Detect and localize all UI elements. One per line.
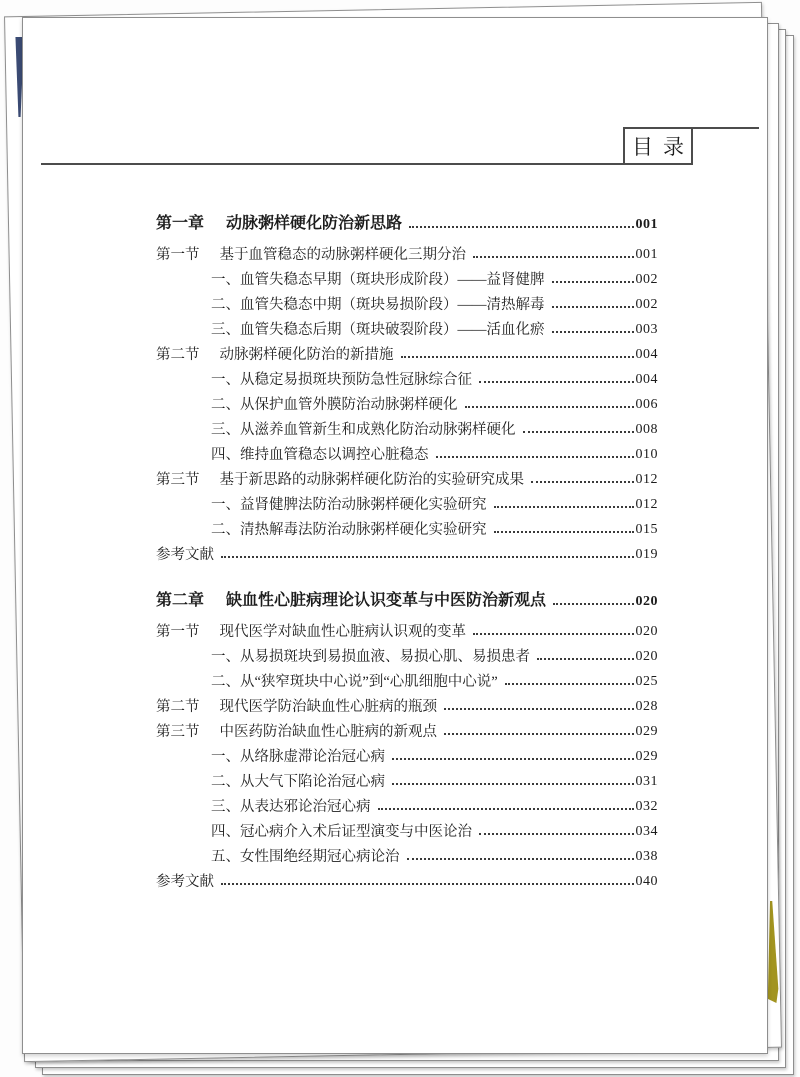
- toc-row-item: [156, 739, 658, 764]
- toc-entry-label: 第二章: [156, 592, 205, 609]
- toc-entry-title: 一、从易损斑块到易损血液、易损心肌、易损患者: [211, 648, 530, 665]
- toc-row-item: [156, 814, 658, 839]
- dot-leader: [494, 506, 634, 508]
- toc-entry-title: 二、从大气下陷论治冠心病: [211, 773, 385, 790]
- toc-chapter-block: [156, 205, 658, 562]
- toc-page-number: 012: [635, 497, 658, 512]
- toc-entry-title: 四、维持血管稳态以调控心脏稳态: [211, 446, 429, 463]
- toc-page-number: 012: [635, 472, 658, 487]
- toc-entry-label: 第一章: [156, 215, 205, 232]
- dot-leader: [392, 783, 634, 785]
- toc-page-number: 034: [635, 824, 658, 839]
- toc-page-number: 020: [635, 624, 658, 639]
- toc-entry-title: 二、从“狭窄斑块中心说”到“心肌细胞中心说”: [211, 673, 498, 690]
- header-rule-right: [693, 127, 759, 129]
- toc-entry-title: 缺血性心脏病理论认识变革与中医防治新观点: [226, 592, 547, 609]
- dot-leader: [479, 833, 634, 835]
- dot-leader: [553, 603, 633, 605]
- toc-page-number: 029: [635, 749, 658, 764]
- toc-entry-title: 现代医学对缺血性心脏病认识观的变革: [219, 623, 466, 640]
- toc-page-number: 010: [635, 447, 658, 462]
- toc-row-item: [156, 387, 658, 412]
- dot-leader: [473, 633, 634, 635]
- toc-title-box: [623, 127, 693, 165]
- toc-page-number: 002: [635, 272, 658, 287]
- dot-leader: [221, 883, 634, 885]
- toc-row-item: [156, 262, 658, 287]
- toc-row-section: [156, 614, 658, 639]
- toc-chapter-block: [156, 582, 658, 889]
- toc-page-number: 019: [635, 547, 658, 562]
- toc-entry-title: 动脉粥样硬化防治新思路: [226, 215, 403, 232]
- toc-row-section: [156, 337, 658, 362]
- dot-leader: [221, 556, 634, 558]
- toc-row-chapter: [156, 205, 658, 232]
- toc-entry-title: 二、清热解毒法防治动脉粥样硬化实验研究: [211, 521, 487, 538]
- toc-page-number: 001: [635, 217, 658, 232]
- dot-leader: [401, 356, 634, 358]
- toc-entry-title: 五、女性围绝经期冠心病论治: [211, 848, 400, 865]
- toc-row-section: [156, 714, 658, 739]
- toc-entry-title: 三、血管失稳态后期（斑块破裂阶段）——活血化瘀: [211, 321, 545, 338]
- dot-leader: [409, 226, 633, 228]
- toc-entry-title: 三、从表达邪论治冠心病: [211, 798, 371, 815]
- toc-page-number: 020: [635, 594, 658, 609]
- toc-entry-title: 基于新思路的动脉粥样硬化防治的实验研究成果: [219, 471, 524, 488]
- toc-page-number: 032: [635, 799, 658, 814]
- toc-row-ref: [156, 537, 658, 562]
- toc-page-number: 001: [635, 247, 658, 262]
- toc-page-number: 004: [635, 347, 658, 362]
- dot-leader: [407, 858, 634, 860]
- toc-row-item: [156, 437, 658, 462]
- toc-entry-title: 二、血管失稳态中期（斑块易损阶段）——清热解毒: [211, 296, 545, 313]
- dot-leader: [436, 456, 634, 458]
- dot-leader: [378, 808, 634, 810]
- toc-entry-label: 第二节: [156, 698, 200, 715]
- header-rule-left: [41, 163, 623, 165]
- dot-leader: [523, 431, 634, 433]
- toc-page-number: 040: [635, 874, 658, 889]
- toc-entry-title: 参考文献: [156, 873, 214, 890]
- dot-leader: [552, 306, 634, 308]
- toc-entry-title: 现代医学防治缺血性心脏病的瓶颈: [219, 698, 437, 715]
- toc-row-item: [156, 639, 658, 664]
- toc-row-item: [156, 764, 658, 789]
- toc-row-item: [156, 789, 658, 814]
- toc-page-number: 008: [635, 422, 658, 437]
- toc-entry-label: 第三节: [156, 723, 200, 740]
- dot-leader: [552, 331, 634, 333]
- toc-entry-title: 一、益肾健脾法防治动脉粥样硬化实验研究: [211, 496, 487, 513]
- toc-page-number: 025: [635, 674, 658, 689]
- dot-leader: [531, 481, 634, 483]
- dot-leader: [465, 406, 634, 408]
- toc-row-item: [156, 512, 658, 537]
- toc-page-number: 006: [635, 397, 658, 412]
- toc-entry-title: 一、血管失稳态早期（斑块形成阶段）——益肾健脾: [211, 271, 545, 288]
- dot-leader: [505, 683, 634, 685]
- toc-row-ref: [156, 864, 658, 889]
- toc-page-number: 002: [635, 297, 658, 312]
- toc-entry-label: 第二节: [156, 346, 200, 363]
- toc-entry-title: 中医药防治缺血性心脏病的新观点: [219, 723, 437, 740]
- toc-row-chapter: [156, 582, 658, 609]
- toc-page-number: 028: [635, 699, 658, 714]
- toc-row-section: [156, 237, 658, 262]
- toc-entry-title: 参考文献: [156, 546, 214, 563]
- dot-leader: [392, 758, 634, 760]
- toc-page-number: 031: [635, 774, 658, 789]
- toc-entry-title: 动脉粥样硬化防治的新措施: [219, 346, 394, 363]
- page-title: 目录: [632, 135, 694, 159]
- dot-leader: [494, 531, 634, 533]
- toc-page-number: 029: [635, 724, 658, 739]
- toc-entry-title: 一、从络脉虚滞论治冠心病: [211, 748, 385, 765]
- toc-page-number: 004: [635, 372, 658, 387]
- toc-page-number: 020: [635, 649, 658, 664]
- toc-entry-title: 四、冠心病介入术后证型演变与中医论治: [211, 823, 472, 840]
- toc-page-number: 003: [635, 322, 658, 337]
- toc-entry-title: 一、从稳定易损斑块预防急性冠脉综合征: [211, 371, 472, 388]
- toc-page-number: 038: [635, 849, 658, 864]
- toc-page-number: 015: [635, 522, 658, 537]
- toc-row-item: [156, 664, 658, 689]
- dot-leader: [444, 708, 634, 710]
- toc-entry-label: 第三节: [156, 471, 200, 488]
- toc-row-item: [156, 412, 658, 437]
- front-page: [22, 17, 768, 1054]
- dot-leader: [552, 281, 634, 283]
- toc-entry-title: 三、从滋养血管新生和成熟化防治动脉粥样硬化: [211, 421, 516, 438]
- dot-leader: [444, 733, 634, 735]
- toc-list: [156, 205, 658, 889]
- toc-entry-label: 第一节: [156, 246, 200, 263]
- dot-leader: [473, 256, 634, 258]
- toc-row-item: [156, 312, 658, 337]
- toc-row-section: [156, 689, 658, 714]
- dot-leader: [479, 381, 634, 383]
- toc-row-item: [156, 487, 658, 512]
- toc-entry-title: 基于血管稳态的动脉粥样硬化三期分治: [219, 246, 466, 263]
- toc-entry-label: 第一节: [156, 623, 200, 640]
- dot-leader: [537, 658, 634, 660]
- toc-row-section: [156, 462, 658, 487]
- toc-row-item: [156, 287, 658, 312]
- toc-row-item: [156, 839, 658, 864]
- toc-row-item: [156, 362, 658, 387]
- toc-entry-title: 二、从保护血管外膜防治动脉粥样硬化: [211, 396, 458, 413]
